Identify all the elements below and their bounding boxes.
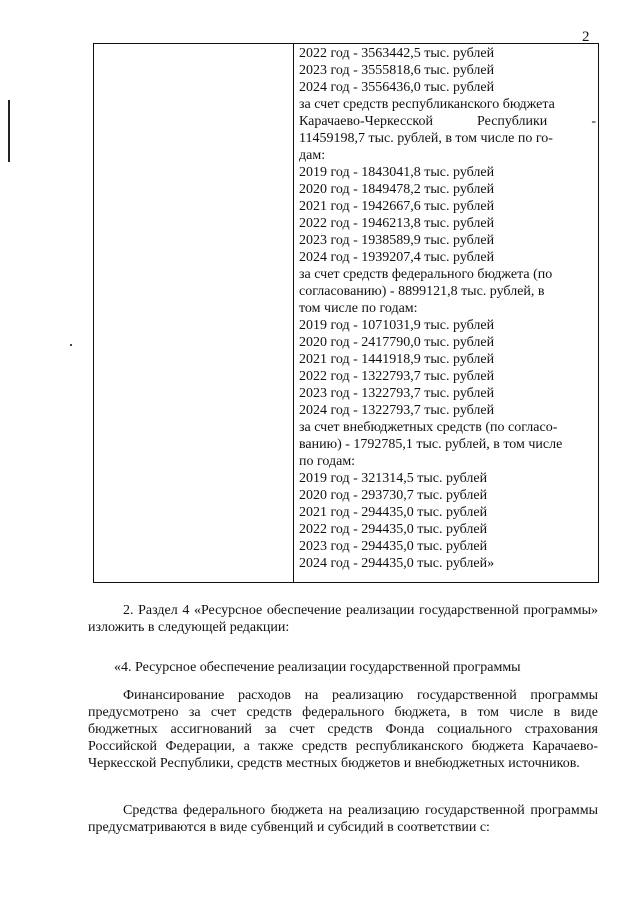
table-line: 11459198,7 тыс. рублей, в том числе по го- <box>299 131 553 146</box>
financing-paragraph: Финансирование расходов на реализацию государственной программы предусмотрено за счет средств федерального бюджета, в том числе в виде бюджетных ассигнований за счет средств Фонда социального страхования Российской Федерации, а также средств республиканского бюджета Карачаево-Черкесской Республики, средств местных бюджетов и внебюджетных источников. <box>88 688 598 771</box>
table-line: 2022 год - 1946213,8 тыс. рублей <box>299 216 495 231</box>
table-line: 2023 год - 1938589,9 тыс. рублей <box>299 233 495 248</box>
table-line: 2019 год - 1843041,8 тыс. рублей <box>299 165 495 180</box>
table-line: 2024 год - 294435,0 тыс. рублей» <box>299 556 495 571</box>
table-line: за счет средств республиканского бюджета <box>299 97 555 112</box>
table-line: 2019 год - 1071031,9 тыс. рублей <box>299 318 495 333</box>
table-line: согласованию) - 8899121,8 тыс. рублей, в <box>299 284 545 299</box>
table-line: 2022 год - 3563442,5 тыс. рублей <box>299 46 495 61</box>
table-line: 2020 год - 293730,7 тыс. рублей <box>299 488 488 503</box>
federal-funds-paragraph: Средства федерального бюджета на реализацию государственной программы предусматриваются в виде субвенций и субсидий в соответствии с: <box>88 803 598 835</box>
table-line: 2023 год - 3555818,6 тыс. рублей <box>299 63 495 78</box>
table-line: 2022 год - 294435,0 тыс. рублей <box>299 522 488 537</box>
table-line: 2020 год - 2417790,0 тыс. рублей <box>299 335 495 350</box>
table-line: 2019 год - 321314,5 тыс. рублей <box>299 471 488 486</box>
table-line: том числе по годам: <box>299 301 418 316</box>
table-line: 2021 год - 294435,0 тыс. рублей <box>299 505 488 520</box>
table-line: 2022 год - 1322793,7 тыс. рублей <box>299 369 495 384</box>
table-line: 2021 год - 1441918,9 тыс. рублей <box>299 352 495 367</box>
table-line: за счет средств федерального бюджета (по <box>299 267 553 282</box>
funding-table <box>93 43 599 583</box>
scan-speck <box>70 344 72 346</box>
section-heading: «4. Ресурсное обеспечение реализации государственной программы <box>114 660 521 675</box>
table-line: Карачаево-Черкесской Республики - <box>299 114 596 129</box>
table-line: 2024 год - 3556436,0 тыс. рублей <box>299 80 495 95</box>
table-left-cell <box>94 44 294 582</box>
table-right-cell <box>294 44 598 572</box>
scan-margin-mark <box>8 100 10 162</box>
table-line: 2024 год - 1322793,7 тыс. рублей <box>299 403 495 418</box>
table-line: 2023 год - 1322793,7 тыс. рублей <box>299 386 495 401</box>
table-line: ванию) - 1792785,1 тыс. рублей, в том числе <box>299 437 563 452</box>
table-line: дам: <box>299 148 326 163</box>
table-line: 2021 год - 1942667,6 тыс. рублей <box>299 199 495 214</box>
table-line: за счет внебюджетных средств (по согласо- <box>299 420 558 435</box>
table-line: 2023 год - 294435,0 тыс. рублей <box>299 539 488 554</box>
table-line: по годам: <box>299 454 356 469</box>
table-line: 2020 год - 1849478,2 тыс. рублей <box>299 182 495 197</box>
section-change-paragraph: 2. Раздел 4 «Ресурсное обеспечение реализации государственной программы» изложить в следующей редакции: <box>88 603 598 635</box>
table-line: 2024 год - 1939207,4 тыс. рублей <box>299 250 495 265</box>
page-number: 2 <box>582 29 590 45</box>
